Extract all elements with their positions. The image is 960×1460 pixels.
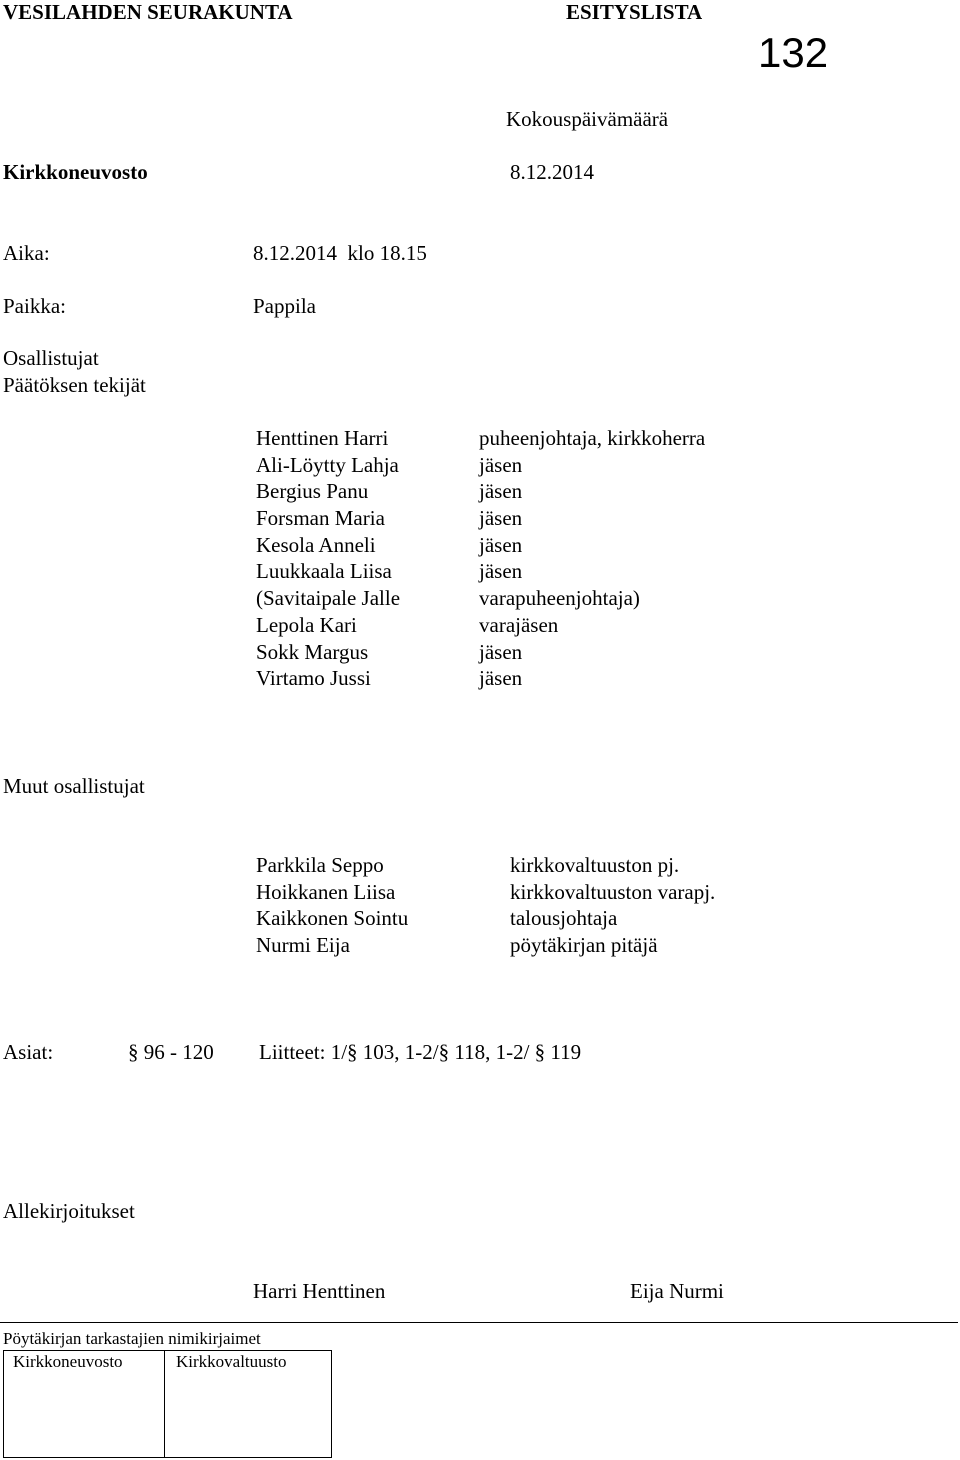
signatures-label: Allekirjoitukset xyxy=(3,1199,135,1223)
parish-name: VESILAHDEN SEURAKUNTA xyxy=(3,0,293,24)
time-value: 8.12.2014 klo 18.15 xyxy=(253,241,427,265)
other-name: Kaikkonen Sointu xyxy=(256,906,409,930)
initials-col-kirkkovaltuusto: Kirkkovaltuusto xyxy=(176,1352,287,1371)
member-role: jäsen xyxy=(479,506,523,531)
other-role: talousjohtaja xyxy=(510,906,618,930)
other-role: kirkkovaltuuston pj. xyxy=(510,853,680,877)
member-name: Kesola Anneli xyxy=(256,532,376,557)
other-role: pöytäkirjan pitäjä xyxy=(510,932,658,957)
member-role: varajäsen xyxy=(479,612,559,637)
member-name: Luukkaala Liisa xyxy=(256,559,392,584)
page-number: 132 xyxy=(758,29,829,76)
footer-divider xyxy=(0,1322,958,1323)
other-name: Hoikkanen Liisa xyxy=(256,879,396,904)
document-type: ESITYSLISTA xyxy=(566,0,703,24)
decision-makers-roles xyxy=(479,425,705,692)
items-range: § 96 - 120 xyxy=(128,1040,214,1064)
member-role: puheenjohtaja, kirkkoherra xyxy=(479,426,706,450)
member-name: Ali-Löytty Lahja xyxy=(256,452,399,477)
member-role: jäsen xyxy=(479,479,523,504)
member-role: varapuheenjohtaja) xyxy=(479,586,640,611)
member-role: jäsen xyxy=(479,559,523,584)
member-role: jäsen xyxy=(479,532,523,557)
time-label: Aika: xyxy=(3,241,50,265)
others-names xyxy=(256,852,408,958)
table-divider xyxy=(164,1351,165,1457)
other-role: kirkkovaltuuston varapj. xyxy=(510,879,716,904)
member-name: Forsman Maria xyxy=(256,506,385,531)
signer-1: Harri Henttinen xyxy=(253,1279,386,1303)
member-name: Bergius Panu xyxy=(256,479,369,504)
items-label: Asiat: xyxy=(3,1040,54,1064)
meeting-date: 8.12.2014 xyxy=(510,160,594,184)
others-roles xyxy=(510,852,715,958)
place-label: Paikka: xyxy=(3,294,66,318)
signer-2: Eija Nurmi xyxy=(630,1279,724,1303)
body-name: Kirkkoneuvosto xyxy=(3,160,148,184)
initials-table xyxy=(3,1350,332,1458)
other-name: Parkkila Seppo xyxy=(256,853,384,877)
member-name: Sokk Margus xyxy=(256,639,369,664)
member-role: jäsen xyxy=(479,666,523,691)
initials-label: Pöytäkirjan tarkastajien nimikirjaimet xyxy=(3,1329,261,1348)
participants-label: Osallistujat xyxy=(3,346,99,370)
member-name: (Savitaipale Jalle xyxy=(256,586,401,611)
decision-makers-names xyxy=(256,425,400,692)
member-role: jäsen xyxy=(479,639,523,664)
decision-makers-label: Päätöksen tekijät xyxy=(3,373,146,397)
member-name: Henttinen Harri xyxy=(256,426,389,450)
initials-col-kirkkoneuvosto: Kirkkoneuvosto xyxy=(13,1352,123,1371)
other-name: Nurmi Eija xyxy=(256,932,350,957)
date-label: Kokouspäivämäärä xyxy=(506,107,669,131)
place-value: Pappila xyxy=(253,294,316,318)
member-name: Virtamo Jussi xyxy=(256,666,371,691)
member-role: jäsen xyxy=(479,452,523,477)
others-label: Muut osallistujat xyxy=(3,774,145,798)
attachments: Liitteet: 1/§ 103, 1-2/§ 118, 1-2/ § 119 xyxy=(259,1040,582,1064)
member-name: Lepola Kari xyxy=(256,612,357,637)
